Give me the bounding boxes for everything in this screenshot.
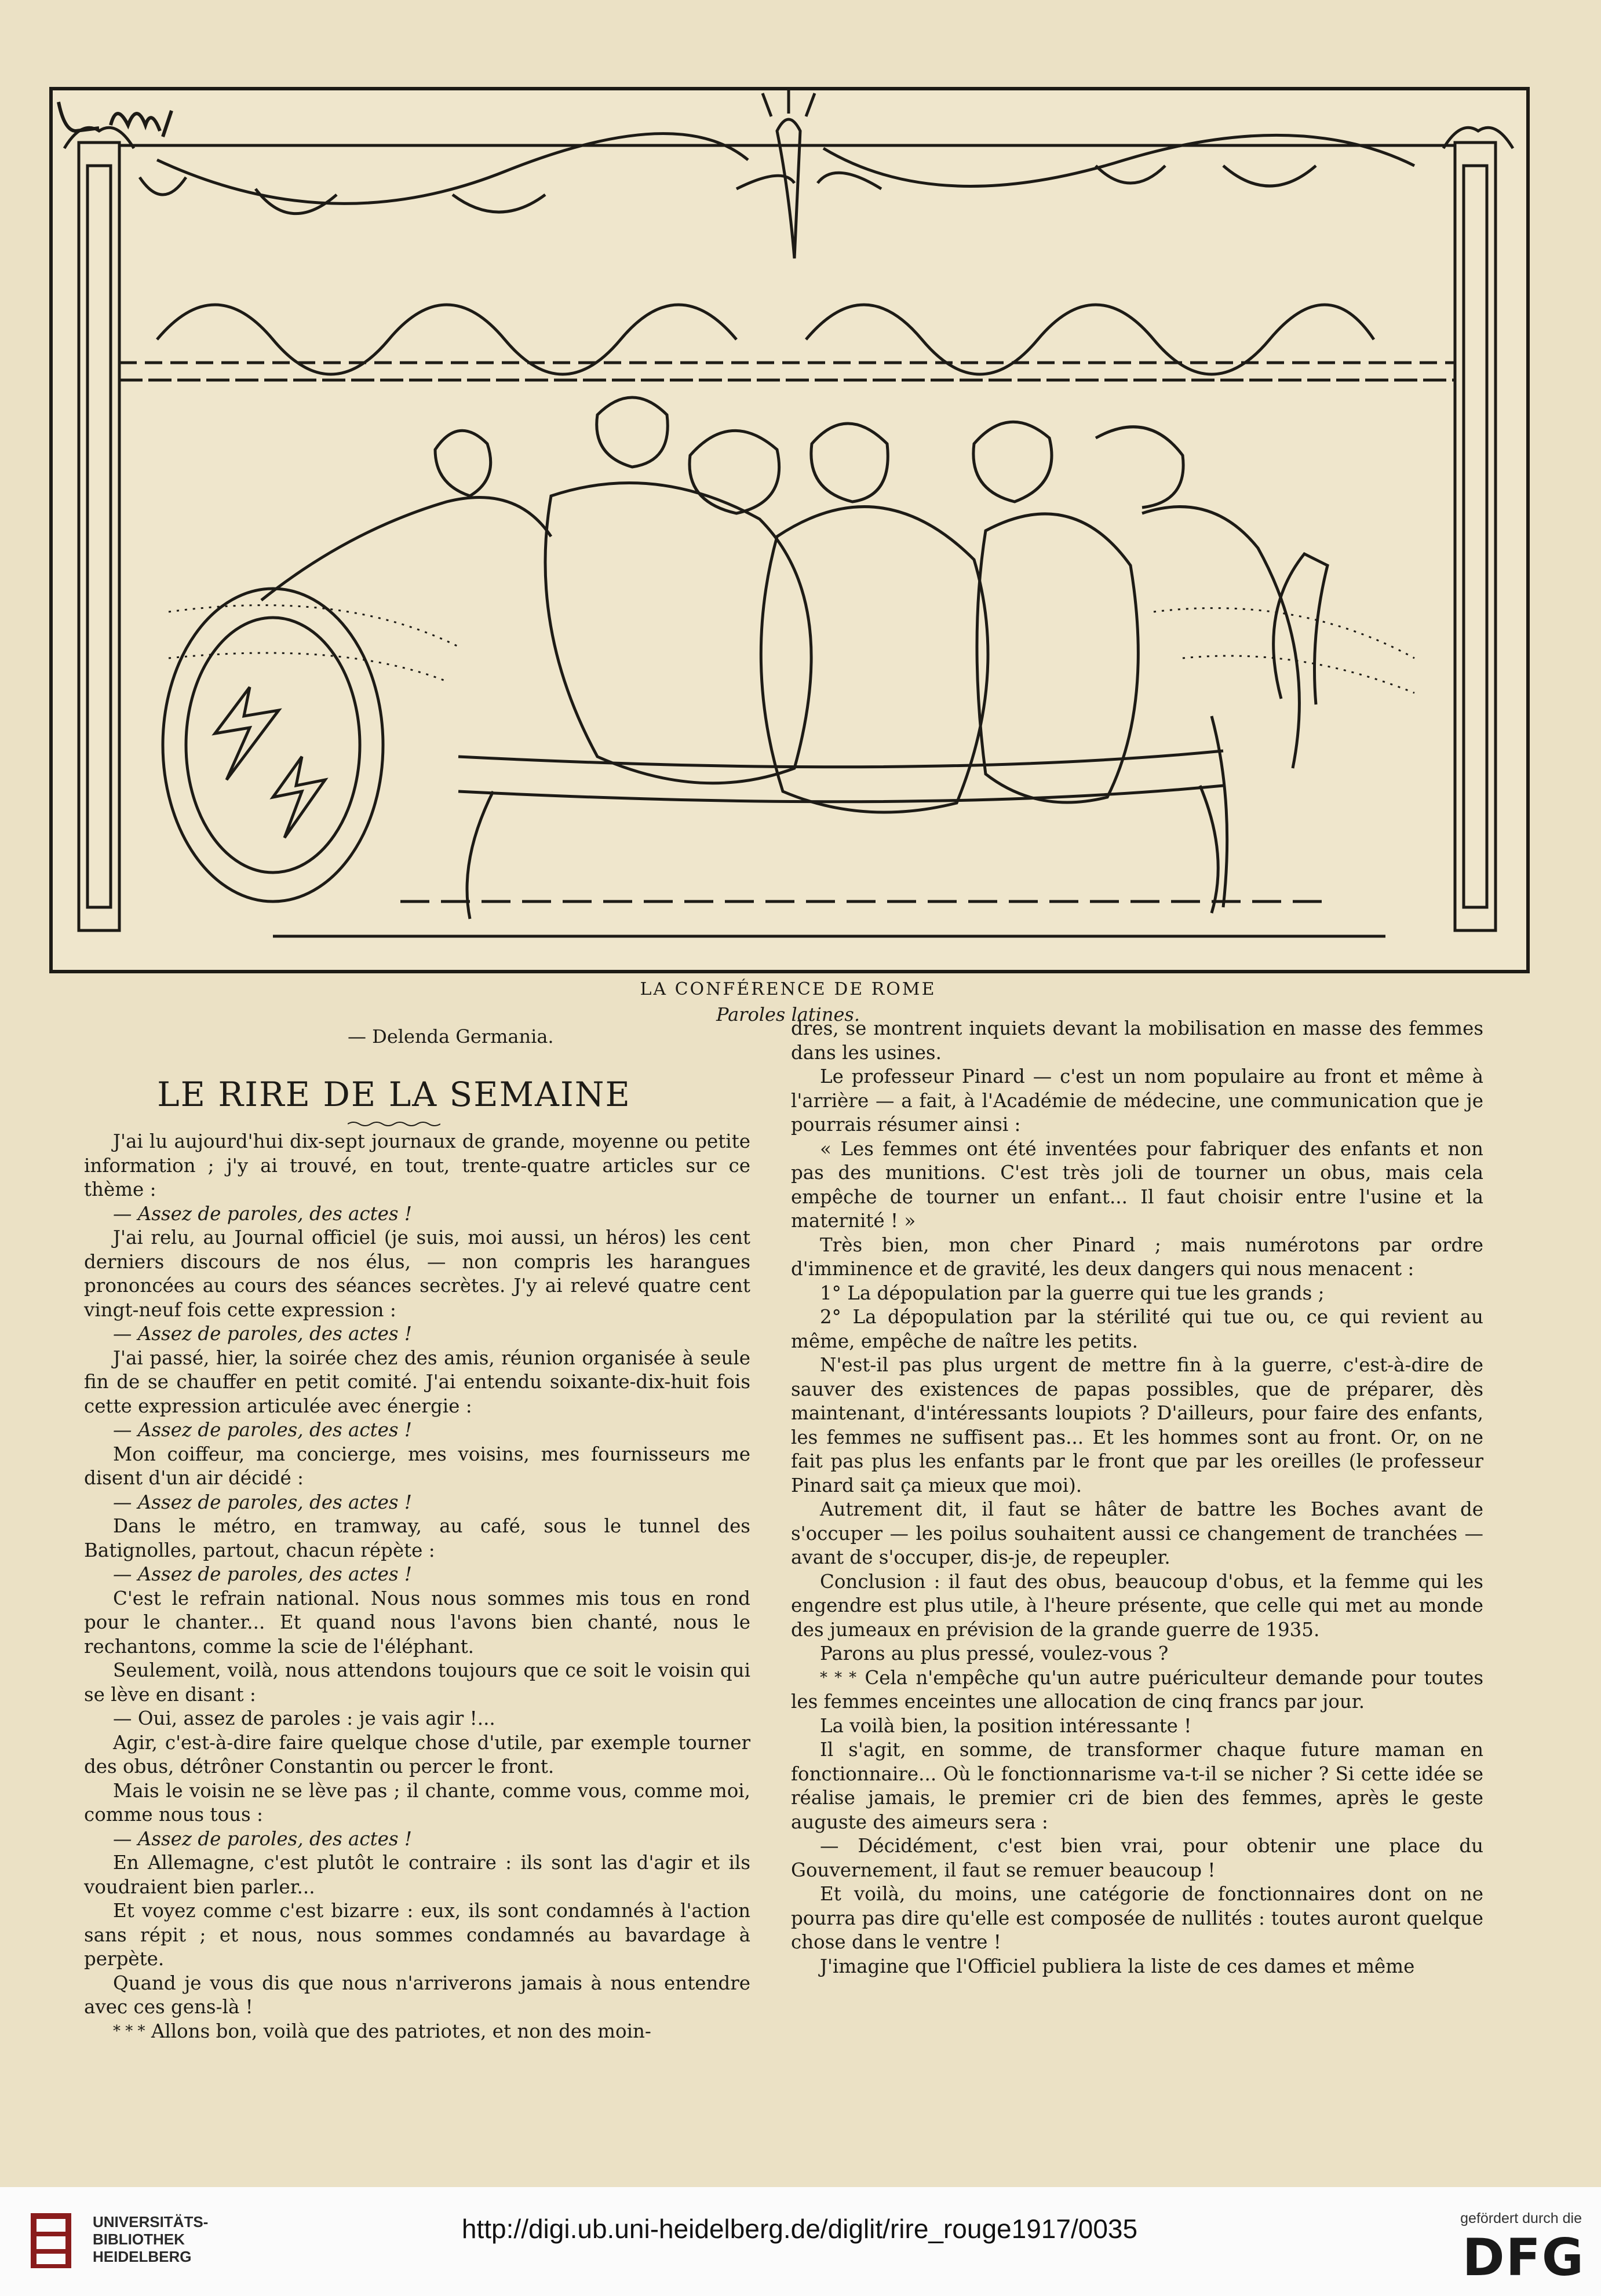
refrain: — Assez de paroles, des actes ! (113, 1323, 412, 1345)
paragraph: Autrement dit, il faut se hâter de battre les Boches avant de s'occuper — les poilus souhaitent aussi ce changement de tranchées — avant de s'occuper, dis-je, de repeupler. (791, 1498, 1483, 1568)
paragraph: Très bien, mon cher Pinard ; mais numérotons par ordre d'imminence et de gravité, les deux dangers qui nous menacent : (791, 1233, 1483, 1280)
paragraph: N'est-il pas plus urgent de mettre fin à la guerre, c'est-à-dire de sauver des existences de papas possibles, que de préparer, dès maintenant, d'intéressants loupiots ? D'ailleurs, pour faire des enfants, les femmes ne suffisent pas... Et les hommes sont au front. Or, on ne fait pas plus les enfants par le front que par les oreilles (le professeur Pinard sait ça mieux que moi). (791, 1354, 1483, 1496)
article-right-column (791, 1017, 1483, 1979)
paragraph: J'ai relu, au Journal officiel (je suis, moi aussi, un héros) les cent derniers discours de nos élus, — non compris les harangues prononcées au cours des séances secrètes. J'y ai relevé quatre cent vingt-neuf fois cette expression : (84, 1227, 750, 1321)
paragraph: « Les femmes ont été inventées pour fabriquer des enfants et non pas des munitions. C'est très joli de tourner un obus, mais cela empêche de tourner un enfant... Il faut choisir entre l'usine et la maternité ! » (791, 1137, 1483, 1232)
artist-signature (53, 90, 203, 143)
paragraph: — Décidément, c'est bien vrai, pour obtenir une place du Gouvernement, il faut se remuer beaucoup ! (791, 1835, 1483, 1881)
refrain: — Assez de paroles, des actes ! (113, 1202, 412, 1225)
refrain: — Assez de paroles, des actes ! (113, 1827, 412, 1850)
paragraph: 1° La dépopulation par la guerre qui tue les grands ; (820, 1282, 1325, 1304)
paragraph: Quand je vous dis que nous n'arriverons jamais à nous entendre avec ces gens-là ! (84, 1972, 750, 2018)
library-name (93, 2213, 208, 2265)
paragraph: Dans le métro, en tramway, au café, sous le tunnel des Batignolles, partout, chacun répète : (84, 1515, 750, 1561)
university-library-logo-icon (28, 2210, 74, 2271)
paragraph: Agir, c'est-à-dire faire quelque chose d'utile, par exemple tourner des obus, détrôner Constantin ou percer le front. (84, 1731, 750, 1777)
paragraph: Seulement, voilà, nous attendons toujours que ce soit le voisin qui se lève en disant : (84, 1659, 750, 1706)
heading-wavy-rule (348, 1121, 440, 1127)
refrain: — Assez de paroles, des actes ! (113, 1491, 412, 1513)
article-heading: LE RIRE DE LA SEMAINE (157, 1075, 631, 1114)
article-left-column (84, 1130, 750, 2043)
funding-note: gefördert durch die (1460, 2210, 1582, 2226)
section-mark: * * * (113, 2022, 145, 2040)
paragraph-with-mark (791, 1666, 1483, 1714)
library-name-line: BIBLIOTHEK (93, 2231, 185, 2248)
paragraph: Il s'agit, en somme, de transformer chaque future maman en fonctionnaire... Où le fonctionnarisme va-t-il se nicher ? Si cette idée se réalise jamais, le premier cri de bien des femmes, après le geste auguste des aimeurs sera : (791, 1739, 1483, 1833)
library-name-line: UNIVERSITÄTS- (93, 2213, 209, 2231)
paragraph: Mon coiffeur, ma concierge, mes voisins, mes fournisseurs me disent d'un air décidé : (84, 1443, 750, 1489)
cartoon-illustration (49, 87, 1530, 973)
paragraph: La voilà bien, la position intéressante ! (820, 1714, 1192, 1737)
paragraph-text: Allons bon, voilà que des patriotes, et non des moin- (151, 2020, 651, 2042)
paragraph: J'imagine que l'Officiel publiera la liste de ces dames et même (820, 1955, 1415, 1977)
refrain: — Assez de paroles, des actes ! (113, 1419, 412, 1441)
paragraph-text: Cela n'empêche qu'un autre puériculteur demande pour toutes les femmes enceintes une allocation de cinq francs par jour. (791, 1666, 1483, 1713)
section-mark: * * * (820, 1669, 857, 1687)
cartoon-drawing (53, 90, 1526, 970)
source-url-link[interactable]: http://digi.ub.uni-heidelberg.de/diglit/rire_rouge1917/0035 (461, 2214, 1138, 2244)
paragraph: J'ai lu aujourd'hui dix-sept journaux de grande, moyenne ou petite information ; j'y ai trouvé, en tout, trente-quatre articles sur ce thème : (84, 1130, 750, 1200)
paragraph: C'est le refrain national. Nous nous sommes mis tous en rond pour le chanter... Et quand nous l'avons bien chanté, nous le rechantons, comme la scie de l'éléphant. (84, 1587, 750, 1658)
paragraph: Et voyez comme c'est bizarre : eux, ils sont condamnés à l'action sans répit ; et nous, nous sommes condamnés au bavardage à perpète. (84, 1900, 750, 1970)
paragraph: J'ai passé, hier, la soirée chez des amis, réunion organisée à seule fin de se chauffer en petit comité. J'ai entendu soixante-dix-huit fois cette expression articulée avec énergie : (84, 1346, 750, 1417)
caption-quote: — Delenda Germania. (348, 1025, 554, 1047)
paragraph: Mais le voisin ne se lève pas ; il chante, comme vous, comme moi, comme nous tous : (84, 1779, 750, 1826)
paragraph: dres, se montrent inquiets devant la mobilisation en masse des femmes dans les usines. (791, 1017, 1483, 1064)
caption-title: LA CONFÉRENCE DE ROME (640, 979, 936, 999)
paragraph: Le professeur Pinard — c'est un nom populaire au front et même à l'arrière — a fait, à l'Académie de médecine, une communication que je pourrais résumer ainsi : (791, 1065, 1483, 1136)
dfg-logo: DFG (1462, 2228, 1585, 2287)
paragraph: 2° La dépopulation par la stérilité qui tue ou, ce qui revient au même, empêche de naître les petits. (791, 1306, 1483, 1352)
paragraph-with-mark (84, 2020, 750, 2044)
paragraph: Conclusion : il faut des obus, beaucoup d'obus, et la femme qui les engendre est plus utile, à l'heure présente, que celle qui met au monde des jumeaux en prévision de la grande guerre de 1935. (791, 1570, 1483, 1641)
paragraph: — Oui, assez de paroles : je vais agir !... (113, 1707, 495, 1729)
caption-subtitle: Paroles latines. (716, 1003, 860, 1025)
paragraph: Et voilà, du moins, une catégorie de fonctionnaires dont on ne pourra pas dire qu'elle est composée de nullités : toutes auront quelque chose dans le ventre ! (791, 1883, 1483, 1953)
paragraph: En Allemagne, c'est plutôt le contraire : ils sont las d'agir et ils voudraient bien parler... (84, 1852, 750, 1898)
refrain: — Assez de paroles, des actes ! (113, 1563, 412, 1585)
paragraph: Parons au plus pressé, voulez-vous ? (820, 1642, 1169, 1664)
library-name-line: HEIDELBERG (93, 2248, 192, 2265)
